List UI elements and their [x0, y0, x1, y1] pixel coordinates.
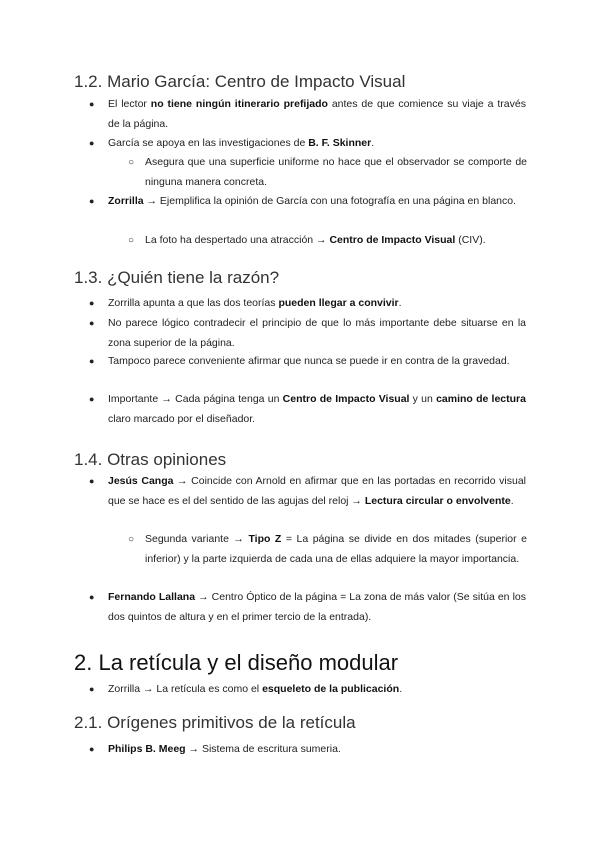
heading-1-4: 1.4. Otras opiniones	[74, 450, 227, 469]
bullet: ●	[89, 684, 95, 694]
list-item: El lector no tiene ningún itinerario prefijado antes de que comience su viaje a través de la página.	[108, 98, 526, 130]
sub-bullet: ○	[128, 157, 135, 168]
bullet: ●	[89, 298, 95, 308]
bullet: ●	[89, 744, 95, 754]
list-item: Fernando Lallana → Centro Óptico de la página = La zona de más valor (Se sitúa en los dos quintos de altura y en el primer tercio de la entrada).	[108, 591, 526, 623]
heading-1-3: 1.3. ¿Quién tiene la razón?	[74, 268, 280, 287]
heading-1-2: 1.2. Mario García: Centro de Impacto Visual	[74, 72, 406, 91]
list-item: Jesús Canga → Coincide con Arnold en afirmar que en las portadas en recorrido visual que se hace es el del sentido de las agujas del reloj → Lectura circular o envolvente.	[108, 475, 526, 507]
list-item: No parece lógico contradecir el principio de que lo más importante debe situarse en la zona superior de la página.	[108, 317, 526, 349]
bullet: ●	[89, 394, 95, 404]
list-item: Segunda variante → Tipo Z = La página se divide en dos mitades (superior e inferior) y la parte izquierda de cada una de ellas adquiere la mayor importancia.	[145, 533, 527, 565]
list-item: Zorrilla apunta a que las dos teorías pueden llegar a convivir.	[108, 297, 402, 309]
sub-bullet: ○	[128, 235, 135, 246]
bullet: ●	[89, 196, 95, 206]
bullet: ●	[89, 592, 95, 602]
list-item: Zorrilla → La retícula es como el esqueleto de la publicación.	[108, 683, 403, 695]
heading-2: 2. La retícula y el diseño modular	[74, 650, 399, 675]
list-item: La foto ha despertado una atracción → Centro de Impacto Visual (CIV).	[145, 234, 486, 246]
bullet: ●	[89, 99, 95, 109]
list-item: Zorrilla → Ejemplifica la opinión de García con una fotografía en una página en blanco.	[108, 195, 517, 207]
list-item: Asegura que una superficie uniforme no hace que el observador se comporte de ninguna manera concreta.	[145, 156, 527, 188]
heading-2-1: 2.1. Orígenes primitivos de la retícula	[74, 713, 356, 732]
bullet: ●	[89, 318, 95, 328]
list-item: Philips B. Meeg → Sistema de escritura sumeria.	[108, 743, 341, 755]
list-item: García se apoya en las investigaciones de B. F. Skinner.	[108, 137, 375, 149]
sub-bullet: ○	[128, 534, 135, 545]
bullet: ●	[89, 476, 95, 486]
bullet: ●	[89, 138, 95, 148]
list-item: Importante → Cada página tenga un Centro de Impacto Visual y un camino de lectura claro marcado por el diseñador.	[108, 393, 526, 425]
bullet: ●	[89, 356, 95, 366]
list-item: Tampoco parece conveniente afirmar que nunca se puede ir en contra de la gravedad.	[108, 355, 510, 367]
